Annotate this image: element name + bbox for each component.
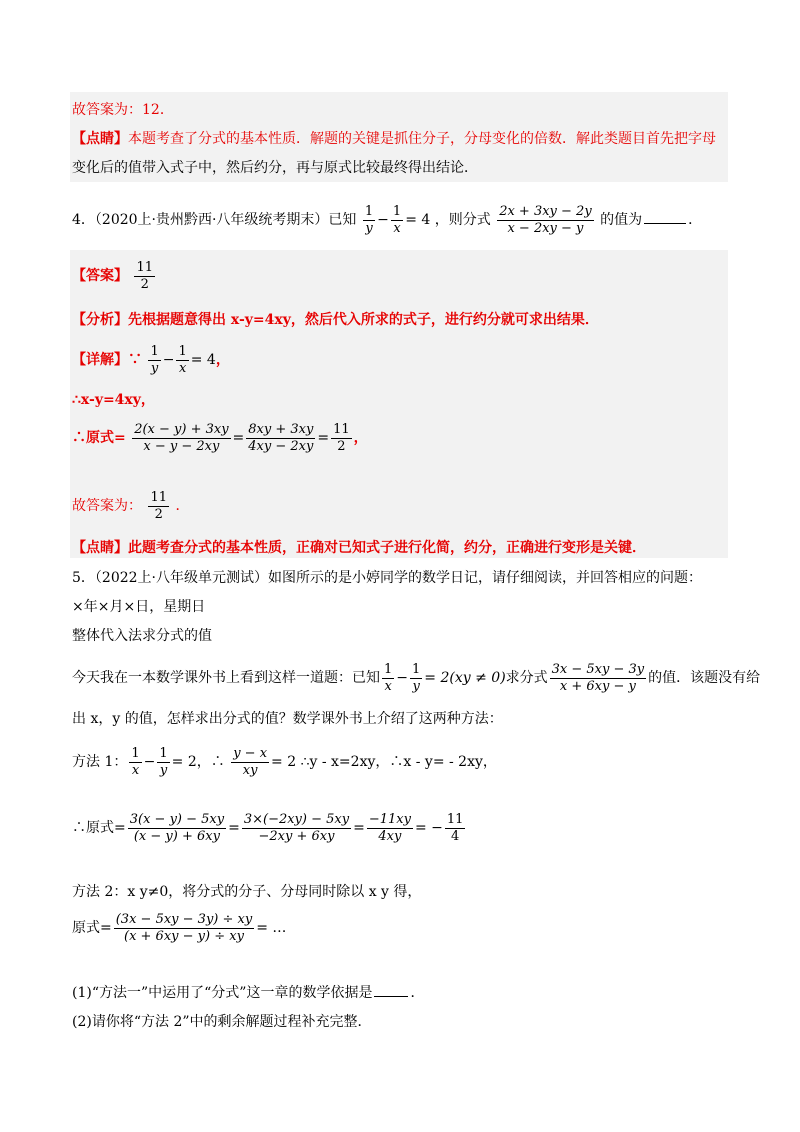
answer-line-q3: 故答案为：12． [72, 102, 174, 118]
comment-tag: 【点睛】 [72, 131, 128, 147]
a4-comment-line [72, 538, 646, 558]
q4-stem-prefix: 4．（2020上·贵州黔西·八年级统考期末）已知 [72, 212, 357, 228]
q5-method2-line: 方法 2：x y≠0，将分式的分子、分母同时除以 x y 得， [72, 884, 422, 900]
a4-original-line: ∴原式= $\frac{2(x - y) + 3xy}{x - y - 2xy}$ = $\frac{8xy + 3xy}{4xy - 2xy}$ = $\frac{11}{2}$ ， [72, 421, 368, 454]
q5-method2-original: 原式= $\frac{(3x - 5xy - 3y) \div xy}{(x + 6xy - y) \div xy}$ = … [72, 911, 287, 944]
detail-tag: 【详解】 [72, 352, 128, 368]
a4-final-line: 故答案为： $\frac{11}{2}$ ． [72, 489, 190, 522]
q4-cond-eq: = 4 [405, 212, 431, 228]
m1-frac3: $\frac{y - x}{xy}$ [233, 745, 268, 778]
m1-step-c: $\frac{-11xy}{4xy}$ [368, 811, 411, 844]
q4-expression: $\frac{2x + 3xy - 2y}{x - 2xy - y}$ [499, 203, 592, 236]
comment-tag-q4: 【点睛】 [72, 540, 128, 556]
a4-detail-frac1: $\frac{1}{y}$ [150, 343, 159, 376]
comment-text-q4: 此题考查分式的基本性质，正确对已知式子进行化简，约分，正确进行变形是关键． [128, 540, 646, 556]
orig-label: ∴原式= [72, 430, 126, 446]
q5-paragraph-2: 出 x，y 的值，怎样求出分式的值？数学课外书上介绍了这两种方法： [72, 711, 503, 727]
q4-stem-suffix: 的值为 [600, 212, 643, 228]
q5-sub-question-1: (1)“方法一”中运用了“分式”这一章的数学依据是 ． [72, 985, 425, 1001]
q5-expression: $\frac{3x - 5xy - 3y}{x + 6xy - y}$ [551, 661, 645, 694]
analysis-tag: 【分析】 [72, 312, 128, 328]
q4-cond-frac1: $\frac{1}{y}$ [364, 203, 374, 236]
m1-step-a: $\frac{3(x - y) - 5xy}{(x - y) + 6xy}$ [129, 811, 225, 844]
answer-tag: 【答案】 [72, 268, 128, 284]
a4-detail-line: 【详解】∵ $\frac{1}{y}$ − $\frac{1}{x}$ = 4， [72, 343, 230, 376]
a4-answer-line [72, 258, 157, 294]
q4-cond-frac2: $\frac{1}{x}$ [392, 203, 402, 236]
q5-stem: 5．（2022上·八年级单元测试）如图所示的是小婷同学的数学日记，请仔细阅读，并回答相应的问题： [72, 570, 702, 586]
q5-date: ×年×月×日，星期日 [72, 599, 206, 615]
q5-method1-line: 方法 1： $\frac{1}{x}$ − $\frac{1}{y}$ = 2，∴ $\frac{y - x}{xy}$ = 2 ∴y - x=2xy，∴x - y= - 2xy， [72, 745, 497, 778]
q4-stem-mid: ，则分式 [434, 212, 491, 228]
answer-blank[interactable] [644, 211, 686, 224]
a4-frac-step1: $\frac{2(x - y) + 3xy}{x - y - 2xy}$ [134, 421, 229, 454]
m1-frac1: $\frac{1}{x}$ [131, 745, 140, 778]
comment-text-1: 本题考查了分式的基本性质．解题的关键是抓住分子，分母变化的倍数．解此类题目首先把字母 [128, 131, 716, 147]
question-4: 4．（2020上·贵州黔西·八年级统考期末）已知 $\frac{1}{y}$ − $\frac{1}{x}$ = 4 ，则分式 $\frac{2x + 3xy - 2y}{x - 2xy - y}$ 的值为 ． [72, 203, 703, 236]
a4-detail-frac2: $\frac{1}{x}$ [178, 343, 187, 376]
m1-step-b: $\frac{3\times(-2xy) - 5xy}{-2xy + 6xy}$ [243, 811, 350, 844]
q5-cond-frac2: $\frac{1}{y}$ [412, 661, 421, 694]
comment-line-2: 变化后的值带入式子中，然后约分，再与原式比较最终得出结论． [72, 160, 478, 176]
q5-sub-question-2: (2)请你将“方法 2”中的剩余解题过程补充完整． [72, 1014, 372, 1030]
m1-step-d: $\frac{11}{4}$ [446, 811, 464, 844]
m2-frac: $\frac{(3x - 5xy - 3y) \div xy}{(x + 6xy - y) \div xy}$ [115, 911, 253, 944]
q5-title: 整体代入法求分式的值 [72, 628, 212, 644]
q5-paragraph-1: 今天我在一本数学课外书上看到这样一道题：已知 $\frac{1}{x}$ − $\frac{1}{y}$ = 2(xy ≠ 0)求分式 $\frac{3x - 5xy - 3y}{x + 6xy - y}$ 的值．该题没有给 [72, 661, 761, 694]
analysis-text: 先根据题意得出 x-y=4xy，然后代入所求的式子，进行约分就可求出结果． [128, 312, 599, 328]
comment-line-1 [72, 129, 716, 149]
a4-final-frac: $\frac{11}{2}$ [150, 489, 167, 522]
q5-cond: = 2(xy ≠ 0) [424, 670, 506, 686]
a4-frac-step3: $\frac{11}{2}$ [333, 421, 350, 454]
a4-frac-step2: $\frac{8xy + 3xy}{4xy - 2xy}$ [248, 421, 314, 454]
final-label: 故答案为： [72, 498, 142, 514]
a4-analysis-line [72, 310, 599, 330]
q5-cond-frac1: $\frac{1}{x}$ [384, 661, 393, 694]
m1-frac2: $\frac{1}{y}$ [159, 745, 168, 778]
q5-method1-original: ∴原式= $\frac{3(x - y) - 5xy}{(x - y) + 6xy}$ = $\frac{3\times(-2xy) - 5xy}{-2xy + 6xy}$ = $\frac{-11xy}{4xy}$ = − $\frac{11}{4}$ [72, 811, 464, 844]
answer-blank-1[interactable] [374, 984, 408, 997]
a4-therefore-line: ∴x-y=4xy， [72, 392, 155, 408]
a4-answer-frac: $\frac{11}{2}$ [136, 259, 153, 292]
